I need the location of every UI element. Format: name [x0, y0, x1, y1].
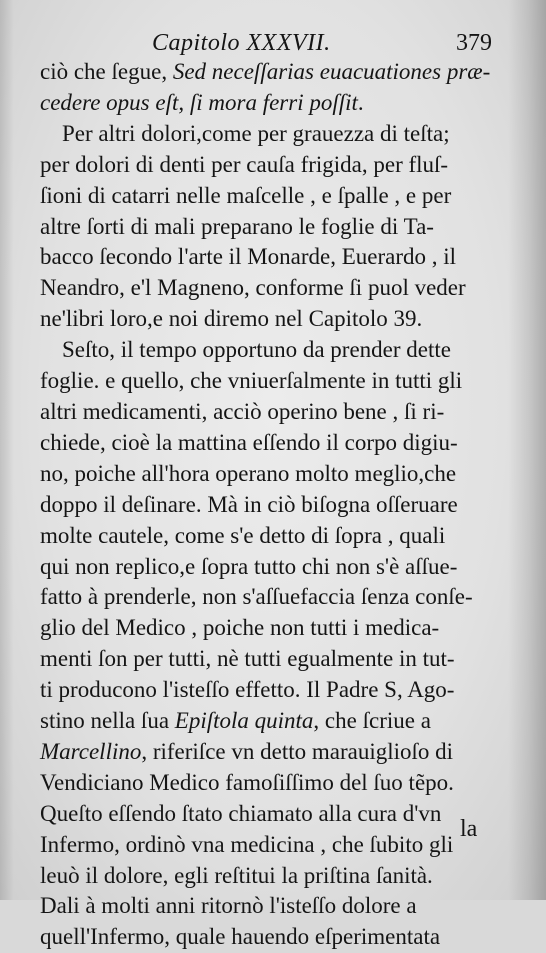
italic-phrase: Marcellino — [40, 738, 142, 764]
text-line — [40, 768, 500, 799]
text-line — [40, 242, 500, 273]
text-line — [40, 335, 500, 366]
text-run: Seſto, il tempo opportuno da prender dette — [62, 337, 451, 363]
text-run: Per altri dolori,come per grauezza di teſta; — [62, 120, 450, 146]
catchword: la — [460, 816, 478, 842]
text-run: leuò il dolore, egli reſtitui la priſtina ſanità. — [40, 862, 433, 888]
text-run: altri medicamenti, acciò operino bene , ſi ri- — [40, 398, 445, 424]
text-line — [40, 57, 500, 88]
text-line — [40, 737, 500, 768]
text-line — [40, 273, 500, 304]
text-line — [40, 675, 500, 706]
text-run: , che ſcriue a — [313, 708, 431, 734]
text-line — [40, 150, 500, 181]
text-line — [40, 706, 500, 737]
text-line — [40, 88, 500, 119]
text-line — [40, 181, 500, 212]
text-line — [40, 891, 500, 922]
text-line — [40, 644, 500, 675]
text-run: stino nella ſua — [40, 708, 175, 734]
text-run: fatto à prenderle, non s'aſſuefaccia ſenza conſe- — [40, 584, 473, 610]
text-run: no, poiche all'hora operano molto meglio,che — [40, 460, 457, 486]
text-run: ti producono l'isteſſo effetto. Il Padre S, Ago- — [40, 677, 455, 703]
text-run: menti ſon per tutti, nè tutti egualmente in tut- — [40, 646, 455, 672]
text-run: , riferiſce vn detto marauiglioſo di — [141, 738, 454, 764]
text-run: glio del Medico , poiche non tutti i medica- — [40, 615, 440, 641]
text-line — [40, 459, 500, 490]
text-line — [40, 922, 500, 953]
text-line — [40, 366, 500, 397]
text-run: ſioni di catarri nelle maſcelle , e ſpalle , e per — [40, 182, 452, 208]
italic-phrase: Sed neceſſarias euacuationes præ- — [172, 59, 491, 84]
text-line — [40, 428, 500, 459]
text-run: per dolori di denti per cauſa frigida, per fluſ- — [40, 151, 449, 177]
text-line — [40, 552, 500, 583]
text-line — [40, 119, 500, 150]
page-right-shadow — [508, 0, 546, 900]
page-left-shadow — [0, 0, 14, 900]
body-text — [40, 57, 500, 953]
text-line — [40, 397, 500, 428]
text-line — [40, 521, 500, 552]
text-run: foglie. e quello, che vniuerſalmente in tutti gli — [40, 368, 463, 394]
page-number: 379 — [456, 30, 492, 56]
text-run: doppo il deſinare. Mà in ciò biſogna oſſeruare — [40, 491, 458, 517]
italic-phrase: cedere opus eſt, ſi mora ferri poſſit — [40, 89, 358, 115]
text-run: Queſto eſſendo ſtato chiamato alla cura d'vn — [40, 800, 442, 826]
text-run: Vendiciano Medico famoſiſſimo del ſuo tẽpo. — [40, 769, 454, 795]
text-run: ne'libri loro,e noi diremo nel Capitolo 39. — [40, 306, 423, 332]
text-run: qui non replico,e ſopra tutto chi non s'è aſſue- — [40, 553, 458, 579]
text-line — [40, 304, 500, 335]
text-run: Dali à molti anni ritornò l'isteſſo dolore a — [40, 893, 417, 919]
text-run: bacco ſecondo l'arte il Monarde, Euerardo , il — [40, 244, 457, 270]
text-run: molte cautele, come s'e detto di ſopra , quali — [40, 522, 446, 548]
text-run: Neandro, e'l Magneno, conforme ſi puol veder — [40, 275, 466, 301]
italic-phrase: Epiſtola quinta — [174, 708, 314, 734]
text-line — [40, 490, 500, 521]
text-line — [40, 212, 500, 243]
text-line — [40, 830, 500, 861]
page-header — [152, 30, 492, 60]
text-run: Infermo, ordinò vna medicina , che ſubito gli — [40, 831, 454, 857]
text-run: ciò che ſegue, — [40, 59, 173, 84]
running-title: Capitolo XXXVII. — [152, 30, 331, 56]
text-run: altre ſorti di mali preparano le foglie di Ta- — [40, 213, 434, 239]
text-line — [40, 613, 500, 644]
text-line — [40, 582, 500, 613]
text-run: chiede, cioè la mattina eſſendo il corpo digiu- — [40, 429, 458, 455]
text-run: quell'Infermo, quale hauendo eſperimentata — [40, 924, 441, 950]
text-run: . — [357, 89, 364, 115]
text-line — [40, 799, 500, 830]
text-line — [40, 861, 500, 892]
